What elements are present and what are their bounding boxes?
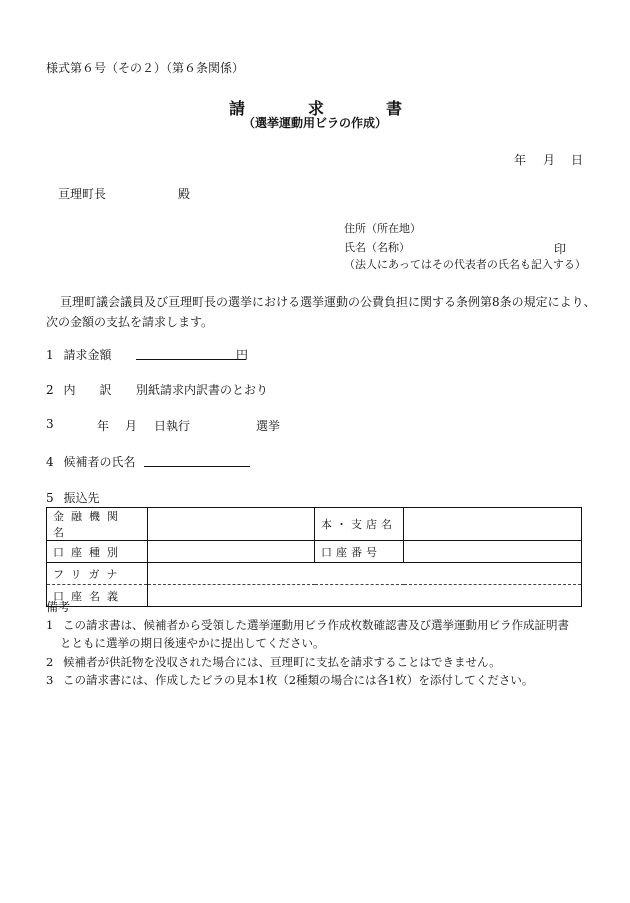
- breakdown-value: 別紙請求内訳書のとおり: [136, 383, 269, 397]
- note-number: 3: [46, 673, 54, 687]
- note-item-1-cont: とともに選挙の期日後速やかに提出してください。: [60, 636, 325, 650]
- branch-label: 本・支店名: [315, 508, 404, 541]
- date-year: 年: [514, 153, 527, 167]
- item-label: 請求金額: [63, 348, 112, 362]
- furigana-field[interactable]: [148, 563, 582, 585]
- amount-unit: 円: [236, 348, 249, 362]
- institution-field[interactable]: [148, 508, 315, 541]
- item-label: 候補者の氏名: [63, 455, 136, 469]
- amount-field[interactable]: [136, 358, 246, 360]
- election-day-exec: 日執行: [154, 419, 191, 433]
- branch-field[interactable]: [404, 508, 582, 541]
- addressee-name: 亘理町長: [58, 187, 107, 201]
- table-row: [47, 541, 582, 563]
- bank-transfer-table: [46, 507, 582, 607]
- item-candidate: [46, 453, 135, 470]
- account-type-label: 口座種別: [47, 541, 148, 563]
- item-transfer: [46, 489, 99, 506]
- body-text: 亘理町議会議員及び亘理町長の選挙における選挙運動の公費負担に関する条例第8条の規定により、次の金額の支払を請求します。: [46, 295, 596, 329]
- notes-heading: 備考: [46, 600, 71, 614]
- note-item-2: [46, 654, 501, 670]
- addressee-honorific: 殿: [178, 187, 191, 201]
- title-char-1: 請: [229, 99, 246, 118]
- account-type-field[interactable]: [148, 541, 315, 563]
- date-day: 日: [571, 153, 584, 167]
- applicant-address-label: 住所（所在地）: [344, 222, 421, 235]
- election-month: 月: [125, 419, 138, 433]
- request-body-text: [46, 292, 596, 332]
- seal-mark: 印: [554, 242, 567, 256]
- title-char-2: 求: [308, 99, 325, 118]
- item-number: 4: [46, 455, 54, 469]
- applicant-name-label: 氏名（名称）: [344, 241, 410, 254]
- election-type: 選挙: [256, 419, 281, 433]
- item-breakdown: [46, 381, 111, 398]
- account-holder-field[interactable]: [148, 585, 582, 607]
- election-year: 年: [97, 419, 110, 433]
- account-number-field[interactable]: [404, 541, 582, 563]
- title-char-3: 書: [386, 99, 403, 118]
- account-number-label: 口座番号: [315, 541, 404, 563]
- date-month: 月: [543, 153, 556, 167]
- account-holder-label: 口座名義: [47, 585, 148, 607]
- institution-label: 金融機関名: [47, 508, 148, 541]
- furigana-label: フリガナ: [47, 563, 148, 585]
- document-subtitle: （選挙運動用ビラの作成）: [242, 116, 387, 130]
- note-number: 1: [46, 618, 54, 632]
- item-amount: [46, 346, 111, 363]
- candidate-name-field[interactable]: [144, 465, 250, 467]
- note-text: この請求書は、候補者から受領した選挙運動用ビラ作成枚数確認書及び選挙運動用ビラ作成証明書: [62, 618, 569, 632]
- item-label: 内 訳: [63, 383, 112, 397]
- table-row: [47, 585, 582, 607]
- form-number: 様式第６号（その２）（第６条関係）: [46, 61, 245, 75]
- note-item-1: [46, 617, 569, 633]
- item-election-number: 3: [46, 417, 54, 431]
- note-item-3: [46, 672, 533, 688]
- item-label: 振込先: [63, 491, 100, 505]
- item-number: 1: [46, 348, 54, 362]
- item-number: 2: [46, 383, 54, 397]
- table-row: [47, 563, 582, 585]
- note-text: この請求書には、作成したビラの見本1枚（2種類の場合には各1枚）を添付してください。: [62, 673, 534, 687]
- note-text: 候補者が供託物を没収された場合には、亘理町に支払を請求することはできません。: [62, 655, 501, 669]
- item-number: 5: [46, 491, 54, 505]
- table-row: [47, 508, 582, 541]
- applicant-note: （法人にあってはその代表者の氏名も記入する）: [344, 258, 586, 271]
- note-number: 2: [46, 655, 54, 669]
